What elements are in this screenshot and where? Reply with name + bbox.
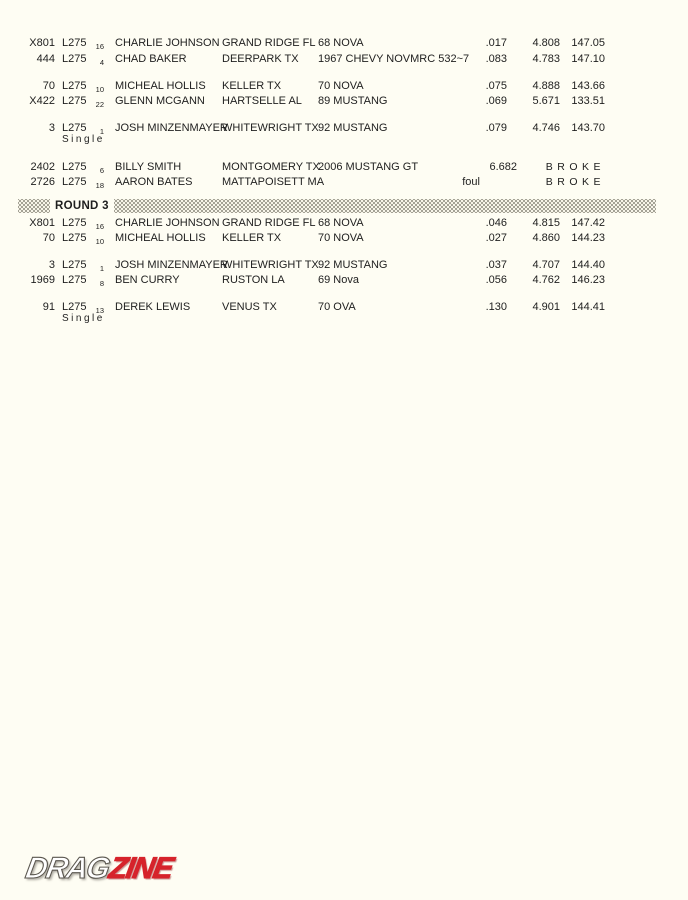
result-row	[15, 161, 605, 177]
speed: 147.10	[571, 53, 605, 65]
hometown: WHITEWRIGHT TX	[222, 122, 319, 134]
car-description: 92 MUSTANG	[318, 259, 388, 271]
car-description: 1967 CHEVY NOVMRC 532~7	[318, 53, 470, 65]
reaction-time: .027	[485, 232, 507, 244]
result-row	[15, 80, 605, 96]
speed: 144.23	[571, 232, 605, 244]
driver-name: CHAD BAKER	[115, 53, 187, 65]
driver-name: MICHEAL HOLLIS	[115, 80, 206, 92]
driver-name: MICHEAL HOLLIS	[115, 232, 206, 244]
driver-name: CHARLIE JOHNSON	[115, 37, 220, 49]
round-3-label: ROUND 3	[50, 199, 114, 213]
car-number: 1969	[30, 274, 55, 286]
car-number: X422	[29, 95, 55, 107]
speed: 144.41	[571, 301, 605, 313]
elapsed-time: 4.860	[532, 232, 560, 244]
car-description: 70 OVA	[318, 301, 356, 313]
hometown: HARTSELLE AL	[222, 95, 302, 107]
hometown: MONTGOMERY TX	[222, 161, 320, 173]
hometown: MATTAPOISETT MA	[222, 176, 325, 188]
class: L275	[62, 80, 87, 92]
car-description: 68 NOVA	[318, 217, 364, 229]
qual-position: 16	[95, 41, 104, 51]
speed: 147.05	[571, 37, 605, 49]
car-number: 70	[42, 232, 55, 244]
elapsed-time: 4.901	[532, 301, 560, 313]
hometown: RUSTON LA	[222, 274, 285, 286]
dragzine-logo-zine: ZINE	[106, 852, 175, 885]
driver-name: JOSH MINZENMAYER	[115, 259, 228, 271]
qual-position: 8	[99, 278, 104, 288]
hometown: WHITEWRIGHT TX	[222, 259, 319, 271]
elapsed-time: 4.783	[532, 53, 560, 65]
car-number: 70	[42, 80, 55, 92]
qual-position: 22	[95, 99, 104, 109]
class: L275	[62, 259, 87, 271]
elapsed-time: 5.671	[532, 95, 560, 107]
driver-name: GLENN MCGANN	[115, 95, 205, 107]
elapsed-time: 4.808	[532, 37, 560, 49]
hometown: KELLER TX	[222, 80, 282, 92]
speed: 133.51	[571, 95, 605, 107]
elapsed-time: 4.888	[532, 80, 560, 92]
car-number: X801	[29, 37, 55, 49]
result-broke: BROKE	[545, 176, 605, 188]
car-number: 3	[48, 259, 55, 271]
class: L275	[62, 37, 87, 49]
single-note: Single	[62, 134, 105, 145]
elapsed-time: 4.815	[532, 217, 560, 229]
driver-name: DEREK LEWIS	[115, 301, 191, 313]
round-3-band	[18, 199, 656, 213]
class: L275	[62, 161, 87, 173]
result-row	[15, 232, 605, 248]
reaction-time: .056	[485, 274, 507, 286]
reaction-time: .130	[485, 301, 507, 313]
car-number: X801	[29, 217, 55, 229]
reaction-time: .079	[485, 122, 507, 134]
result-row	[15, 37, 605, 53]
class: L275	[62, 53, 87, 65]
class: L275	[62, 217, 87, 229]
dragzine-logo	[23, 852, 175, 886]
car-description: 89 MUSTANG	[318, 95, 388, 107]
result-row	[15, 176, 605, 192]
reaction-time: .037	[485, 259, 507, 271]
class: L275	[62, 301, 87, 313]
dragzine-logo-drag: DRAG	[23, 852, 112, 885]
qual-position: 4	[99, 57, 104, 67]
result-row	[15, 259, 605, 275]
car-description: 70 NOVA	[318, 232, 364, 244]
qual-position: 10	[95, 236, 104, 246]
reaction-time: .069	[485, 95, 507, 107]
driver-name: JOSH MINZENMAYER	[115, 122, 228, 134]
class: L275	[62, 176, 87, 188]
elapsed-time: 4.707	[532, 259, 560, 271]
car-description: 69 Nova	[318, 274, 359, 286]
car-number: 2402	[30, 161, 55, 173]
elapsed-time: 4.746	[532, 122, 560, 134]
elapsed-time: 6.682	[489, 161, 517, 173]
class: L275	[62, 122, 87, 134]
class: L275	[62, 95, 87, 107]
reaction-time: .083	[485, 53, 507, 65]
reaction-foul: foul	[462, 176, 480, 188]
hometown: GRAND RIDGE FL	[222, 37, 316, 49]
hometown: GRAND RIDGE FL	[222, 217, 316, 229]
car-description: 70 NOVA	[318, 80, 364, 92]
hometown: VENUS TX	[222, 301, 277, 313]
speed: 147.42	[571, 217, 605, 229]
driver-name: BILLY SMITH	[115, 161, 182, 173]
hometown: KELLER TX	[222, 232, 282, 244]
result-row	[15, 53, 605, 69]
class: L275	[62, 232, 87, 244]
speed: 143.70	[571, 122, 605, 134]
car-description: 2006 MUSTANG GT	[318, 161, 419, 173]
result-row	[15, 95, 605, 111]
single-note: Single	[62, 313, 105, 324]
reaction-time: .017	[485, 37, 507, 49]
qual-position: 16	[95, 221, 104, 231]
car-description: 92 MUSTANG	[318, 122, 388, 134]
result-row	[15, 274, 605, 290]
speed: 144.40	[571, 259, 605, 271]
speed: 143.66	[571, 80, 605, 92]
car-number: 91	[42, 301, 55, 313]
car-description: 68 NOVA	[318, 37, 364, 49]
result-broke: BROKE	[545, 161, 605, 173]
driver-name: CHARLIE JOHNSON	[115, 217, 220, 229]
qual-position: 1	[99, 263, 104, 273]
qual-position: 1	[99, 126, 104, 136]
driver-name: AARON BATES	[115, 176, 193, 188]
reaction-time: .075	[485, 80, 507, 92]
elapsed-time: 4.762	[532, 274, 560, 286]
driver-name: BEN CURRY	[115, 274, 180, 286]
qual-position: 6	[99, 165, 104, 175]
speed: 146.23	[571, 274, 605, 286]
hometown: DEERPARK TX	[222, 53, 299, 65]
qual-position: 10	[95, 84, 104, 94]
car-number: 3	[48, 122, 55, 134]
reaction-time: .046	[485, 217, 507, 229]
class: L275	[62, 274, 87, 286]
qual-position: 18	[95, 180, 104, 190]
result-row	[15, 217, 605, 233]
car-number: 2726	[30, 176, 55, 188]
car-number: 444	[36, 53, 55, 65]
qual-position: 13	[95, 305, 104, 315]
